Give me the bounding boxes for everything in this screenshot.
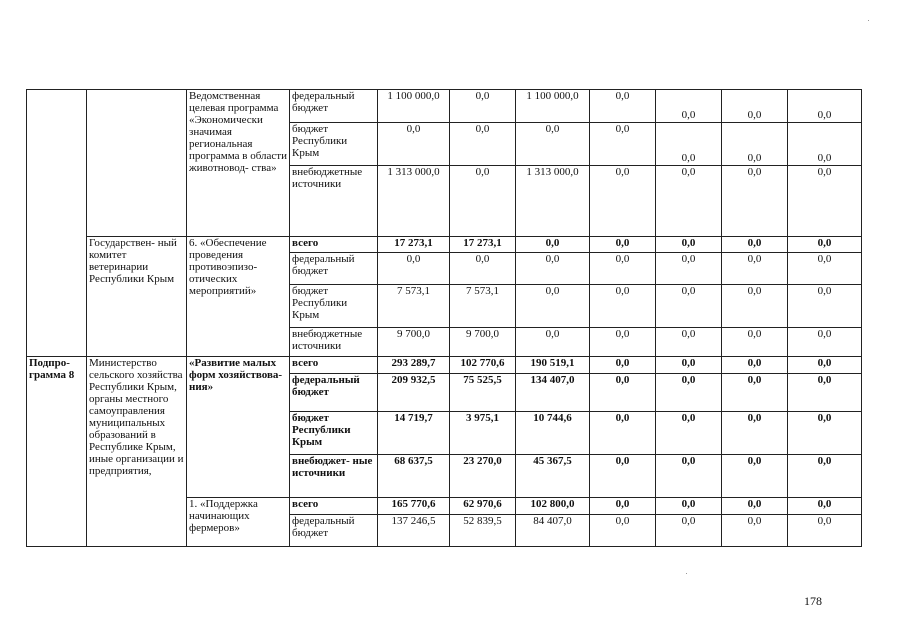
- value-cell: 0,0: [590, 253, 656, 285]
- value-cell: 0,0: [722, 285, 788, 328]
- value-cell: 0,0: [656, 90, 722, 123]
- value-cell: 1 313 000,0: [378, 166, 450, 237]
- value-cell: 0,0: [788, 328, 862, 357]
- value-cell: 23 270,0: [450, 455, 516, 498]
- value-cell: 0,0: [722, 357, 788, 374]
- value-cell: 1 100 000,0: [378, 90, 450, 123]
- value-cell: 0,0: [450, 123, 516, 166]
- value-cell: 1 313 000,0: [516, 166, 590, 237]
- scan-speck: [686, 573, 687, 574]
- source-cell: федеральный бюджет: [290, 90, 378, 123]
- value-cell: 7 573,1: [378, 285, 450, 328]
- value-cell: 0,0: [590, 328, 656, 357]
- source-cell: всего: [290, 498, 378, 515]
- value-cell: 9 700,0: [450, 328, 516, 357]
- value-cell: 0,0: [722, 123, 788, 166]
- source-cell: внебюджетные источники: [290, 328, 378, 357]
- source-cell: всего: [290, 357, 378, 374]
- value-cell: 0,0: [656, 237, 722, 253]
- value-cell: 0,0: [590, 123, 656, 166]
- value-cell: 0,0: [788, 412, 862, 455]
- value-cell: 0,0: [590, 455, 656, 498]
- value-cell: 0,0: [656, 515, 722, 547]
- value-cell: 9 700,0: [378, 328, 450, 357]
- value-cell: 75 525,5: [450, 374, 516, 412]
- value-cell: 0,0: [722, 374, 788, 412]
- source-cell: всего: [290, 237, 378, 253]
- value-cell: 0,0: [656, 285, 722, 328]
- value-cell: 0,0: [450, 253, 516, 285]
- value-cell: 0,0: [656, 328, 722, 357]
- budget-table: [26, 89, 862, 547]
- value-cell: 0,0: [516, 237, 590, 253]
- value-cell: 0,0: [722, 237, 788, 253]
- value-cell: 0,0: [516, 123, 590, 166]
- value-cell: 0,0: [516, 328, 590, 357]
- value-cell: 1 100 000,0: [516, 90, 590, 123]
- value-cell: 0,0: [590, 515, 656, 547]
- value-cell: 84 407,0: [516, 515, 590, 547]
- value-cell: 293 289,7: [378, 357, 450, 374]
- value-cell: 0,0: [656, 253, 722, 285]
- value-cell: 0,0: [656, 498, 722, 515]
- executor-cell: Государствен- ный комитет ветеринарии Республики Крым: [87, 237, 187, 357]
- value-cell: 0,0: [722, 90, 788, 123]
- source-cell: федеральный бюджет: [290, 374, 378, 412]
- program-cell: «Развитие малых форм хозяйствова- ния»: [187, 357, 290, 498]
- value-cell: 0,0: [788, 374, 862, 412]
- value-cell: 0,0: [516, 285, 590, 328]
- value-cell: 0,0: [656, 166, 722, 237]
- value-cell: 102 770,6: [450, 357, 516, 374]
- value-cell: 0,0: [656, 357, 722, 374]
- source-cell: внебюджет- ные источники: [290, 455, 378, 498]
- executor-cell-empty: [87, 90, 187, 237]
- value-cell: 0,0: [590, 285, 656, 328]
- value-cell: 0,0: [722, 455, 788, 498]
- value-cell: 0,0: [656, 412, 722, 455]
- value-cell: 0,0: [788, 285, 862, 328]
- subprogram-cell: Подпро- грамма 8: [27, 357, 87, 547]
- value-cell: 62 970,6: [450, 498, 516, 515]
- value-cell: 0,0: [722, 412, 788, 455]
- source-cell: федеральный бюджет: [290, 515, 378, 547]
- page-number: 178: [804, 594, 822, 608]
- program-cell: 6. «Обеспечение проведения противоэпизо- отических мероприятий»: [187, 237, 290, 357]
- source-cell: бюджет Республики Крым: [290, 123, 378, 166]
- value-cell: 0,0: [378, 253, 450, 285]
- value-cell: 10 744,6: [516, 412, 590, 455]
- value-cell: 0,0: [590, 237, 656, 253]
- executor-cell: Министерство сельского хозяйства Республики Крым, органы местного самоуправления муниципальных образований в Республике Крым, иные организации и предприятия,: [87, 357, 187, 547]
- value-cell: 0,0: [722, 166, 788, 237]
- value-cell: 0,0: [516, 253, 590, 285]
- value-cell: 0,0: [450, 166, 516, 237]
- value-cell: 0,0: [788, 253, 862, 285]
- value-cell: 0,0: [788, 498, 862, 515]
- value-cell: 0,0: [656, 374, 722, 412]
- value-cell: 0,0: [656, 455, 722, 498]
- value-cell: 7 573,1: [450, 285, 516, 328]
- value-cell: 0,0: [788, 357, 862, 374]
- scan-speck: [868, 20, 869, 21]
- value-cell: 45 367,5: [516, 455, 590, 498]
- subprogram-cell-empty: [27, 90, 87, 357]
- value-cell: 0,0: [788, 90, 862, 123]
- table-row: [27, 237, 862, 253]
- value-cell: 52 839,5: [450, 515, 516, 547]
- value-cell: 102 800,0: [516, 498, 590, 515]
- value-cell: 0,0: [788, 166, 862, 237]
- source-cell: бюджет Республики Крым: [290, 412, 378, 455]
- value-cell: 165 770,6: [378, 498, 450, 515]
- value-cell: 0,0: [590, 90, 656, 123]
- value-cell: 137 246,5: [378, 515, 450, 547]
- program-cell: 1. «Поддержка начинающих фермеров»: [187, 498, 290, 547]
- source-cell: внебюджетные источники: [290, 166, 378, 237]
- value-cell: 209 932,5: [378, 374, 450, 412]
- value-cell: 14 719,7: [378, 412, 450, 455]
- value-cell: 0,0: [378, 123, 450, 166]
- program-cell: Ведомственная целевая программа «Экономически значимая региональная программа в области животновод- ства»: [187, 90, 290, 237]
- value-cell: 0,0: [450, 90, 516, 123]
- value-cell: 0,0: [590, 166, 656, 237]
- value-cell: 0,0: [788, 455, 862, 498]
- value-cell: 0,0: [590, 374, 656, 412]
- source-cell: федеральный бюджет: [290, 253, 378, 285]
- value-cell: 68 637,5: [378, 455, 450, 498]
- value-cell: 0,0: [656, 123, 722, 166]
- value-cell: 0,0: [788, 123, 862, 166]
- value-cell: 0,0: [722, 253, 788, 285]
- table-row: [27, 357, 862, 374]
- value-cell: 0,0: [590, 412, 656, 455]
- value-cell: 0,0: [788, 237, 862, 253]
- value-cell: 0,0: [788, 515, 862, 547]
- value-cell: 0,0: [722, 498, 788, 515]
- value-cell: 134 407,0: [516, 374, 590, 412]
- value-cell: 17 273,1: [378, 237, 450, 253]
- value-cell: 0,0: [722, 328, 788, 357]
- value-cell: 190 519,1: [516, 357, 590, 374]
- table-row: [27, 90, 862, 123]
- source-cell: бюджет Республики Крым: [290, 285, 378, 328]
- value-cell: 0,0: [722, 515, 788, 547]
- value-cell: 17 273,1: [450, 237, 516, 253]
- value-cell: 3 975,1: [450, 412, 516, 455]
- value-cell: 0,0: [590, 498, 656, 515]
- value-cell: 0,0: [590, 357, 656, 374]
